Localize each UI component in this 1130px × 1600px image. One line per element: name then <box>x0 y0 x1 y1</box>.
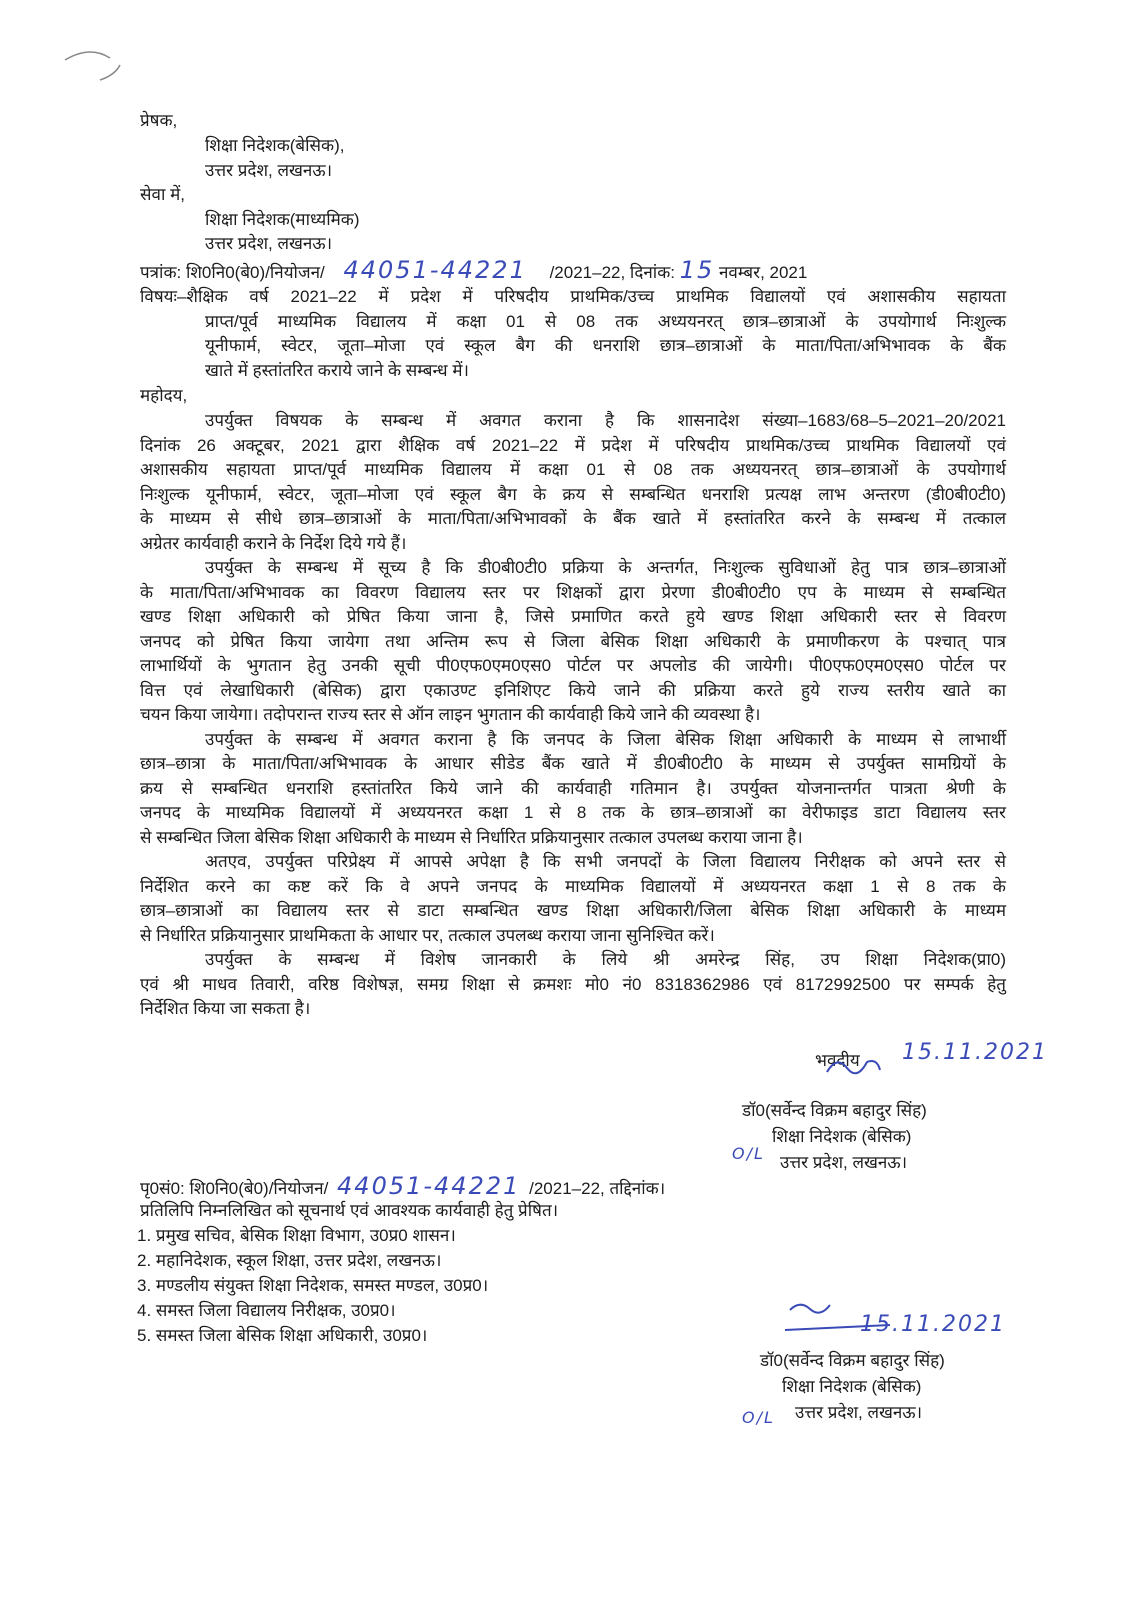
signatory-place: उत्तर प्रदेश, लखनऊ। <box>780 1153 908 1172</box>
paragraph-line: उपर्युक्त के सम्बन्ध में विशेष जानकारी के लिये श्री अमरेन्द्र सिंह, उप शिक्षा निदेशक(प्रा0) <box>205 950 1006 969</box>
paragraph-line: उपर्युक्त के सम्बन्ध में अवगत कराना है कि जनपद के जिला बेसिक शिक्षा अधिकारी के माध्यम से लाभार्थी <box>205 729 1006 749</box>
paragraph-line: एवं श्री माधव तिवारी, वरिष्ठ विशेषज्ञ, समग्र शिक्षा से क्रमशः मो0 नं0 8318362986 एवं 8172992500 पर सम्पर्क हेतु <box>140 974 1006 994</box>
signatory-name: डॉ0(सर्वेन्द विक्रम बहादुर सिंह) <box>742 1101 927 1120</box>
paragraph-line: से सम्बन्धित जिला बेसिक शिक्षा अधिकारी के माध्यम से निर्धारित प्रक्रियानुसार तत्काल उपलब्ध कराया जाना है। <box>140 827 803 847</box>
paragraph-line: निःशुल्क यूनीफार्म, स्वेटर, जूता–मोजा एवं स्कूल बैग के क्रय से सम्बन्धित धनराशि प्रत्यक्ष लाभ अन्तरण (डी0बी0टी0) <box>140 484 1006 504</box>
subject-line: खाते में हस्तांतरित कराये जाने के सम्बन्ध में। <box>205 360 469 380</box>
copy-list-item: 2. महानिदेशक, स्कूल शिक्षा, उत्तर प्रदेश, लखनऊ। <box>137 1251 442 1270</box>
sender-title: शिक्षा निदेशक(बेसिक), <box>205 136 345 155</box>
handwritten-sign-date: 15.11.2021 <box>902 1040 1048 1065</box>
recipient-title: शिक्षा निदेशक(माध्यमिक) <box>205 210 360 229</box>
sender-place: उत्तर प्रदेश, लखनऊ। <box>205 161 333 180</box>
subject-line: प्राप्त/पूर्व माध्यमिक विद्यालय में कक्षा 01 से 08 तक अध्ययनरत् छात्र–छात्राओं के उपयोगार्थ निःशुल्क <box>205 311 1006 331</box>
closing: भवदीय <box>815 1051 860 1070</box>
paragraph-line: उपर्युक्त के सम्बन्ध में सूच्य है कि डी0बी0टी0 प्रक्रिया के अन्तर्गत, निःशुल्क सुविधाओं हेतु पात्र छात्र–छात्राओं <box>205 558 1006 577</box>
paragraph-line: दिनांक 26 अक्टूबर, 2021 द्वारा शैक्षिक वर्ष 2021–22 में प्रदेश में परिषदीय प्राथमिक/उच्च प्राथमिक विद्यालयों एवं <box>140 435 1006 455</box>
paragraph-line: छात्र–छात्राओं का विद्यालय स्तर से डाटा सम्बन्धित खण्ड शिक्षा अधिकारी/जिला बेसिक शिक्षा अधिकारी के माध्यम <box>140 901 1006 920</box>
copy-list-item: 1. प्रमुख सचिव, बेसिक शिक्षा विभाग, उ0प्र0 शासन। <box>137 1226 456 1245</box>
reference-prefix: पत्रांक: शि0नि0(बे0)/नियोजन/ <box>140 263 325 282</box>
paragraph-line: अशासकीय सहायता प्राप्त/पूर्व माध्यमिक विद्यालय में कक्षा 01 से 08 तक अध्ययनरत् छात्र–छात्राओं के उपयोगार्थ <box>140 460 1006 479</box>
reference-year: /2021–22, दिनांक: <box>549 263 675 282</box>
signatory-designation: शिक्षा निदेशक (बेसिक) <box>782 1377 922 1396</box>
copy-reference-suffix: /2021–22, तद्दिनांक। <box>529 1179 666 1198</box>
paragraph-line: छात्र–छात्रा के माता/पिता/अभिभावक के आधार सीडेड बैंक खाते में डी0बी0टी0 के माध्यम से उपर्युक्त सामग्रियों के <box>140 754 1006 773</box>
subject-line: विषयः–शैक्षिक वर्ष 2021–22 में प्रदेश में परिषदीय प्राथमिक/उच्च प्राथमिक विद्यालयों एवं अशासकीय सहायता <box>140 287 1006 306</box>
signature-block-1 <box>732 1040 1048 1180</box>
recipient-place: उत्तर प्रदेश, लखनऊ। <box>205 234 333 253</box>
subject-line: यूनीफार्म, स्वेटर, जूता–मोजा एवं स्कूल बैग की धनराशि छात्र–छात्राओं के माता/पिता/अभिभावक के बैंक <box>205 336 1006 355</box>
handwritten-day: 15 <box>679 256 715 284</box>
paragraph-line: खण्ड शिक्षा अधिकारी को प्रेषित किया जाना है, जिसे प्रमाणित करते हुये खण्ड शिक्षा अधिकारी स्तर से विवरण <box>140 607 1006 626</box>
paragraph-line: के माता/पिता/अभिभावक का विवरण विद्यालय स्तर पर शिक्षकों द्वारा प्रेरणा डी0बी0टी0 एप के माध्यम से सम्बन्धित <box>140 582 1006 602</box>
paragraph-line: निर्देशित किया जा सकता है। <box>140 999 311 1018</box>
handwritten-copy-number: 44051-44221 <box>337 1172 521 1200</box>
signatory-name: डॉ0(सर्वेन्द विक्रम बहादुर सिंह) <box>760 1351 945 1370</box>
paragraph-line: अग्रेतर कार्यवाही कराने के निर्देश दिये गये हैं। <box>140 533 407 553</box>
copy-list-item: 4. समस्त जिला विद्यालय निरीक्षक, उ0प्र0। <box>137 1301 396 1320</box>
paragraph-line: उपर्युक्त विषयक के सम्बन्ध में अवगत कराना है कि शासनादेश संख्या–1683/68–5–2021–20/2021 <box>205 411 1006 430</box>
paragraph-line: चयन किया जायेगा। तदोपरान्त राज्य स्तर से ऑन लाइन भुगतान की कार्यवाही किये जाने की व्यवस्था है। <box>140 705 761 724</box>
handwritten-initials: O/L <box>742 1408 775 1427</box>
signature-block-2 <box>740 1290 1040 1440</box>
copy-list-item: 3. मण्डलीय संयुक्त शिक्षा निदेशक, समस्त मण्डल, उ0प्र0। <box>137 1276 489 1295</box>
paragraph-line: जनपद के माध्यमिक विद्यालयों में अध्ययनरत कक्षा 1 से 8 तक के छात्र–छात्राओं का वेरीफाइड डाटा विद्यालय स्तर <box>140 803 1006 822</box>
paragraph-line: जनपद को प्रेषित किया जायेगा तथा अन्तिम रूप से जिला बेसिक शिक्षा अधिकारी के प्रमाणीकरण के पश्चात् पात्र <box>140 631 1006 651</box>
sender-label: प्रेषक, <box>140 111 178 130</box>
salutation: महोदय, <box>140 386 188 405</box>
signatory-designation: शिक्षा निदेशक (बेसिक) <box>772 1127 912 1146</box>
copy-list-item: 5. समस्त जिला बेसिक शिक्षा अधिकारी, उ0प्र0। <box>137 1326 428 1345</box>
paragraph-line: निर्देशित करने का कष्ट करें कि वे अपने जनपद के माध्यमिक विद्यालयों में अध्ययनरत कक्षा 1 से 8 तक के <box>140 876 1006 896</box>
paragraph-line: लाभार्थियों के भुगतान हेतु उनकी सूची पी0एफ0एम0एस0 पोर्टल पर अपलोड की जायेगी। पी0एफ0एम0एस0 पोर्टल पर <box>140 656 1006 675</box>
paragraph-line: के माध्यम से सीधे छात्र–छात्राओं के माता/पिता/अभिभावकों के बैंक खाते में हस्तांतरित करने के सम्बन्ध में तत्काल <box>140 509 1006 528</box>
paragraph-line: क्रय से सम्बन्धित धनराशि हस्तांतरित किये जाने की कार्यवाही गतिमान है। उपर्युक्त योजनान्तर्गत पात्रता श्रेणी के <box>140 778 1006 798</box>
paragraph-line: वित्त एवं लेखाधिकारी (बेसिक) द्वारा एकाउण्ट इनिशिएट किये जाने की प्रक्रिया करते हुये राज्य स्तरीय खाते का <box>140 680 1006 700</box>
copy-intro: प्रतिलिपि निम्नलिखित को सूचनार्थ एवं आवश्यक कार्यवाही हेतु प्रेषित। <box>140 1201 559 1220</box>
copy-reference-line <box>140 1172 665 1200</box>
copy-reference-prefix: पृ0सं0: शि0नि0(बे0)/नियोजन/ <box>140 1179 329 1198</box>
scan-mark <box>60 40 140 90</box>
signature-scribble <box>822 1050 882 1080</box>
handwritten-sign-date: 15.11.2021 <box>860 1312 1006 1337</box>
reference-line <box>140 256 807 284</box>
handwritten-initials: O/L <box>732 1144 765 1163</box>
recipient-label: सेवा में, <box>140 185 185 204</box>
signatory-place: उत्तर प्रदेश, लखनऊ। <box>795 1403 923 1422</box>
paragraph-line: से निर्धारित प्रक्रियानुसार प्राथमिकता के आधार पर, तत्काल उपलब्ध कराया जाना सुनिश्चित करें। <box>140 925 715 945</box>
handwritten-letter-number: 44051-44221 <box>343 256 527 284</box>
reference-month-year: नवम्बर, 2021 <box>719 263 808 282</box>
paragraph-line: अतएव, उपर्युक्त परिप्रेक्ष्य में आपसे अपेक्षा है कि सभी जनपदों के जिला विद्यालय निरीक्षक को अपने स्तर से <box>205 852 1006 871</box>
